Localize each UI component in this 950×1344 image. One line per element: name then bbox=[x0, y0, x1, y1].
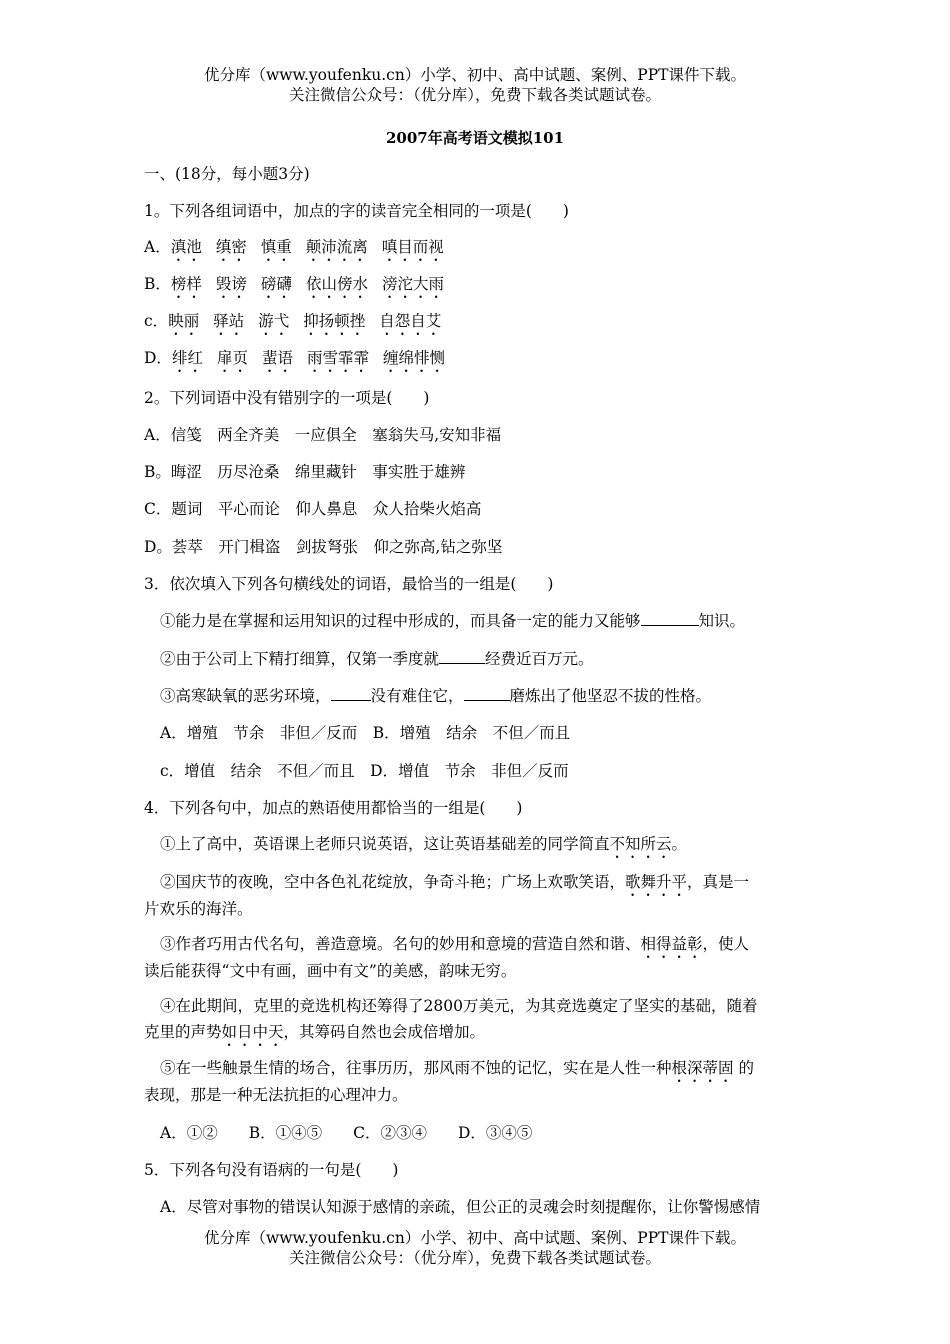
word: 游弋 bbox=[258, 312, 290, 330]
question-4-sentence-4: ④在此期间，克里的竞选机构还筹得了2800万美元，为其竞选奠定了坚实的基础，随着 bbox=[160, 997, 758, 1015]
question-5-option-a: A．尽管对事物的错误认知源于感情的亲疏，但公正的灵魂会时刻提醒你，让你警惕感情 bbox=[160, 1198, 761, 1216]
question-4-sentence-2-cont: 片欢乐的海洋。 bbox=[144, 900, 253, 918]
question-1-option-d bbox=[144, 348, 445, 376]
word: 雨雪霏霏 bbox=[306, 349, 369, 367]
question-4-sentence-1: ①上了高中，英语课上老师只说英语，这让英语基础差的同学简直不知所云。 bbox=[160, 835, 688, 853]
fill-blank bbox=[464, 686, 510, 701]
emphasized-idiom: 如日中天 bbox=[221, 1023, 284, 1041]
question-3-sentence-2: ②由于公司上下精打细算，仅第一季度就 经费近百万元。 bbox=[160, 650, 594, 668]
option-letter: A． bbox=[144, 238, 171, 256]
fill-blank bbox=[331, 686, 371, 701]
question-1-option-a bbox=[144, 237, 444, 265]
site-header-line2: 关注微信公众号：（优分库），免费下载各类试题试卷。 bbox=[288, 86, 661, 104]
question-4-sentence-2: ②国庆节的夜晚，空中各色礼花绽放，争奇斗艳；广场上欢歌笑语，歌舞升平，真是一 bbox=[160, 873, 750, 891]
question-5-stem: 5．下列各句没有语病的一句是( ) bbox=[144, 1161, 399, 1179]
question-3-sentence-3: ③高寒缺氧的恶劣环境， 没有难住它， 磨炼出了他坚忍不拔的性格。 bbox=[160, 687, 712, 705]
word: 滂沱大雨 bbox=[381, 275, 444, 293]
word: 嗔目而视 bbox=[381, 238, 444, 256]
page-title: 2007年高考语文模拟101 bbox=[385, 129, 565, 147]
word: 颠沛流离 bbox=[305, 238, 368, 256]
section-heading: 一、(18分，每小题3分) bbox=[144, 165, 310, 183]
question-1-option-b bbox=[144, 274, 444, 302]
question-2-option-d: D。荟萃 开门楫盗 剑拔弩张 仰之弥高,钻之弥坚 bbox=[144, 538, 503, 556]
word: 磅礴 bbox=[260, 275, 292, 293]
word: 自怨自艾 bbox=[379, 312, 442, 330]
question-4-sentence-5: ⑤在一些触景生情的场合，往事历历，那风雨不蚀的记忆，实在是人性一种根深蒂固 的 bbox=[160, 1059, 754, 1077]
question-2-option-b: B。晦涩 历尽沧桑 绵里藏针 事实胜于雄辨 bbox=[144, 463, 466, 481]
option-letter: D． bbox=[144, 349, 172, 367]
word: 眏丽 bbox=[168, 312, 200, 330]
word: 绯红 bbox=[171, 349, 203, 367]
question-2-option-a: A．信笺 两全齐美 一应俱全 塞翁失马,安知非福 bbox=[144, 426, 502, 444]
question-3-options-cd: c．增值 结余 不但／而且 D．增值 节余 非但／反而 bbox=[160, 762, 569, 780]
site-footer-line1: 优分库（www.youfenku.cn）小学、初中、高中试题、案例、PPT课件下载。 bbox=[203, 1229, 747, 1247]
question-4-sentence-3-cont: 读后能获得“文中有画，画中有文”的美感，韵味无穷。 bbox=[144, 962, 517, 980]
question-2-option-c: C．题词 平心而论 仰人鼻息 众人拾柴火焰高 bbox=[144, 500, 482, 518]
question-4-sentence-4-cont: 克里的声势如日中天，其筹码自然也会成倍增加。 bbox=[144, 1023, 486, 1041]
site-footer-line2: 关注微信公众号：（优分库），免费下载各类试题试卷。 bbox=[288, 1249, 661, 1267]
fill-blank bbox=[439, 649, 485, 664]
option-letter: c． bbox=[144, 312, 169, 330]
word: 慎重 bbox=[260, 238, 292, 256]
question-4-stem: 4．下列各句中，加点的熟语使用都恰当的一组是( ) bbox=[144, 799, 523, 817]
emphasized-idiom: 歌舞升平 bbox=[625, 873, 688, 891]
question-3-sentence-1: ①能力是在掌握和运用知识的过程中形成的，而具备一定的能力又能够 知识。 bbox=[160, 612, 746, 630]
question-1-stem: 1。下列各组词语中，加点的字的读音完全相同的一项是( ) bbox=[144, 202, 569, 220]
question-4-sentence-3: ③作者巧用古代名句，善造意境。名句的妙用和意境的营造自然和谐、相得益彰，使人 bbox=[160, 935, 750, 953]
option-letter: B． bbox=[144, 275, 171, 293]
word: 榜样 bbox=[170, 275, 202, 293]
word: 扉页 bbox=[216, 349, 248, 367]
fill-blank bbox=[641, 611, 699, 626]
emphasized-idiom: 根深蒂固 bbox=[671, 1059, 734, 1077]
question-4-options: A．①② B．①④⑤ C．②③④ D．③④⑤ bbox=[160, 1124, 533, 1142]
question-3-stem: 3．依次填入下列各句横线处的词语，最恰当的一组是( ) bbox=[144, 575, 554, 593]
question-1-option-c bbox=[144, 311, 441, 339]
site-header-line1: 优分库（www.youfenku.cn）小学、初中、高中试题、案例、PPT课件下载。 bbox=[203, 66, 747, 84]
word: 驿站 bbox=[213, 312, 245, 330]
word: 缜密 bbox=[215, 238, 247, 256]
word: 毁谤 bbox=[215, 275, 247, 293]
word: 蜚语 bbox=[261, 349, 293, 367]
emphasized-idiom: 不知所云 bbox=[609, 835, 672, 853]
question-3-options-ab: A．增殖 节余 非但／反而 B．增殖 结余 不但／而且 bbox=[160, 724, 571, 742]
question-4-sentence-5-cont: 表现，那是一种无法抗拒的心理冲力。 bbox=[144, 1086, 408, 1104]
question-2-stem: 2。下列词语中没有错别字的一项是( ) bbox=[144, 389, 430, 407]
word: 滇池 bbox=[170, 238, 202, 256]
word: 抑扬顿挫 bbox=[303, 312, 366, 330]
word: 缠绵悱恻 bbox=[383, 349, 446, 367]
emphasized-idiom: 相得益彰 bbox=[640, 935, 703, 953]
word: 依山傍水 bbox=[305, 275, 368, 293]
